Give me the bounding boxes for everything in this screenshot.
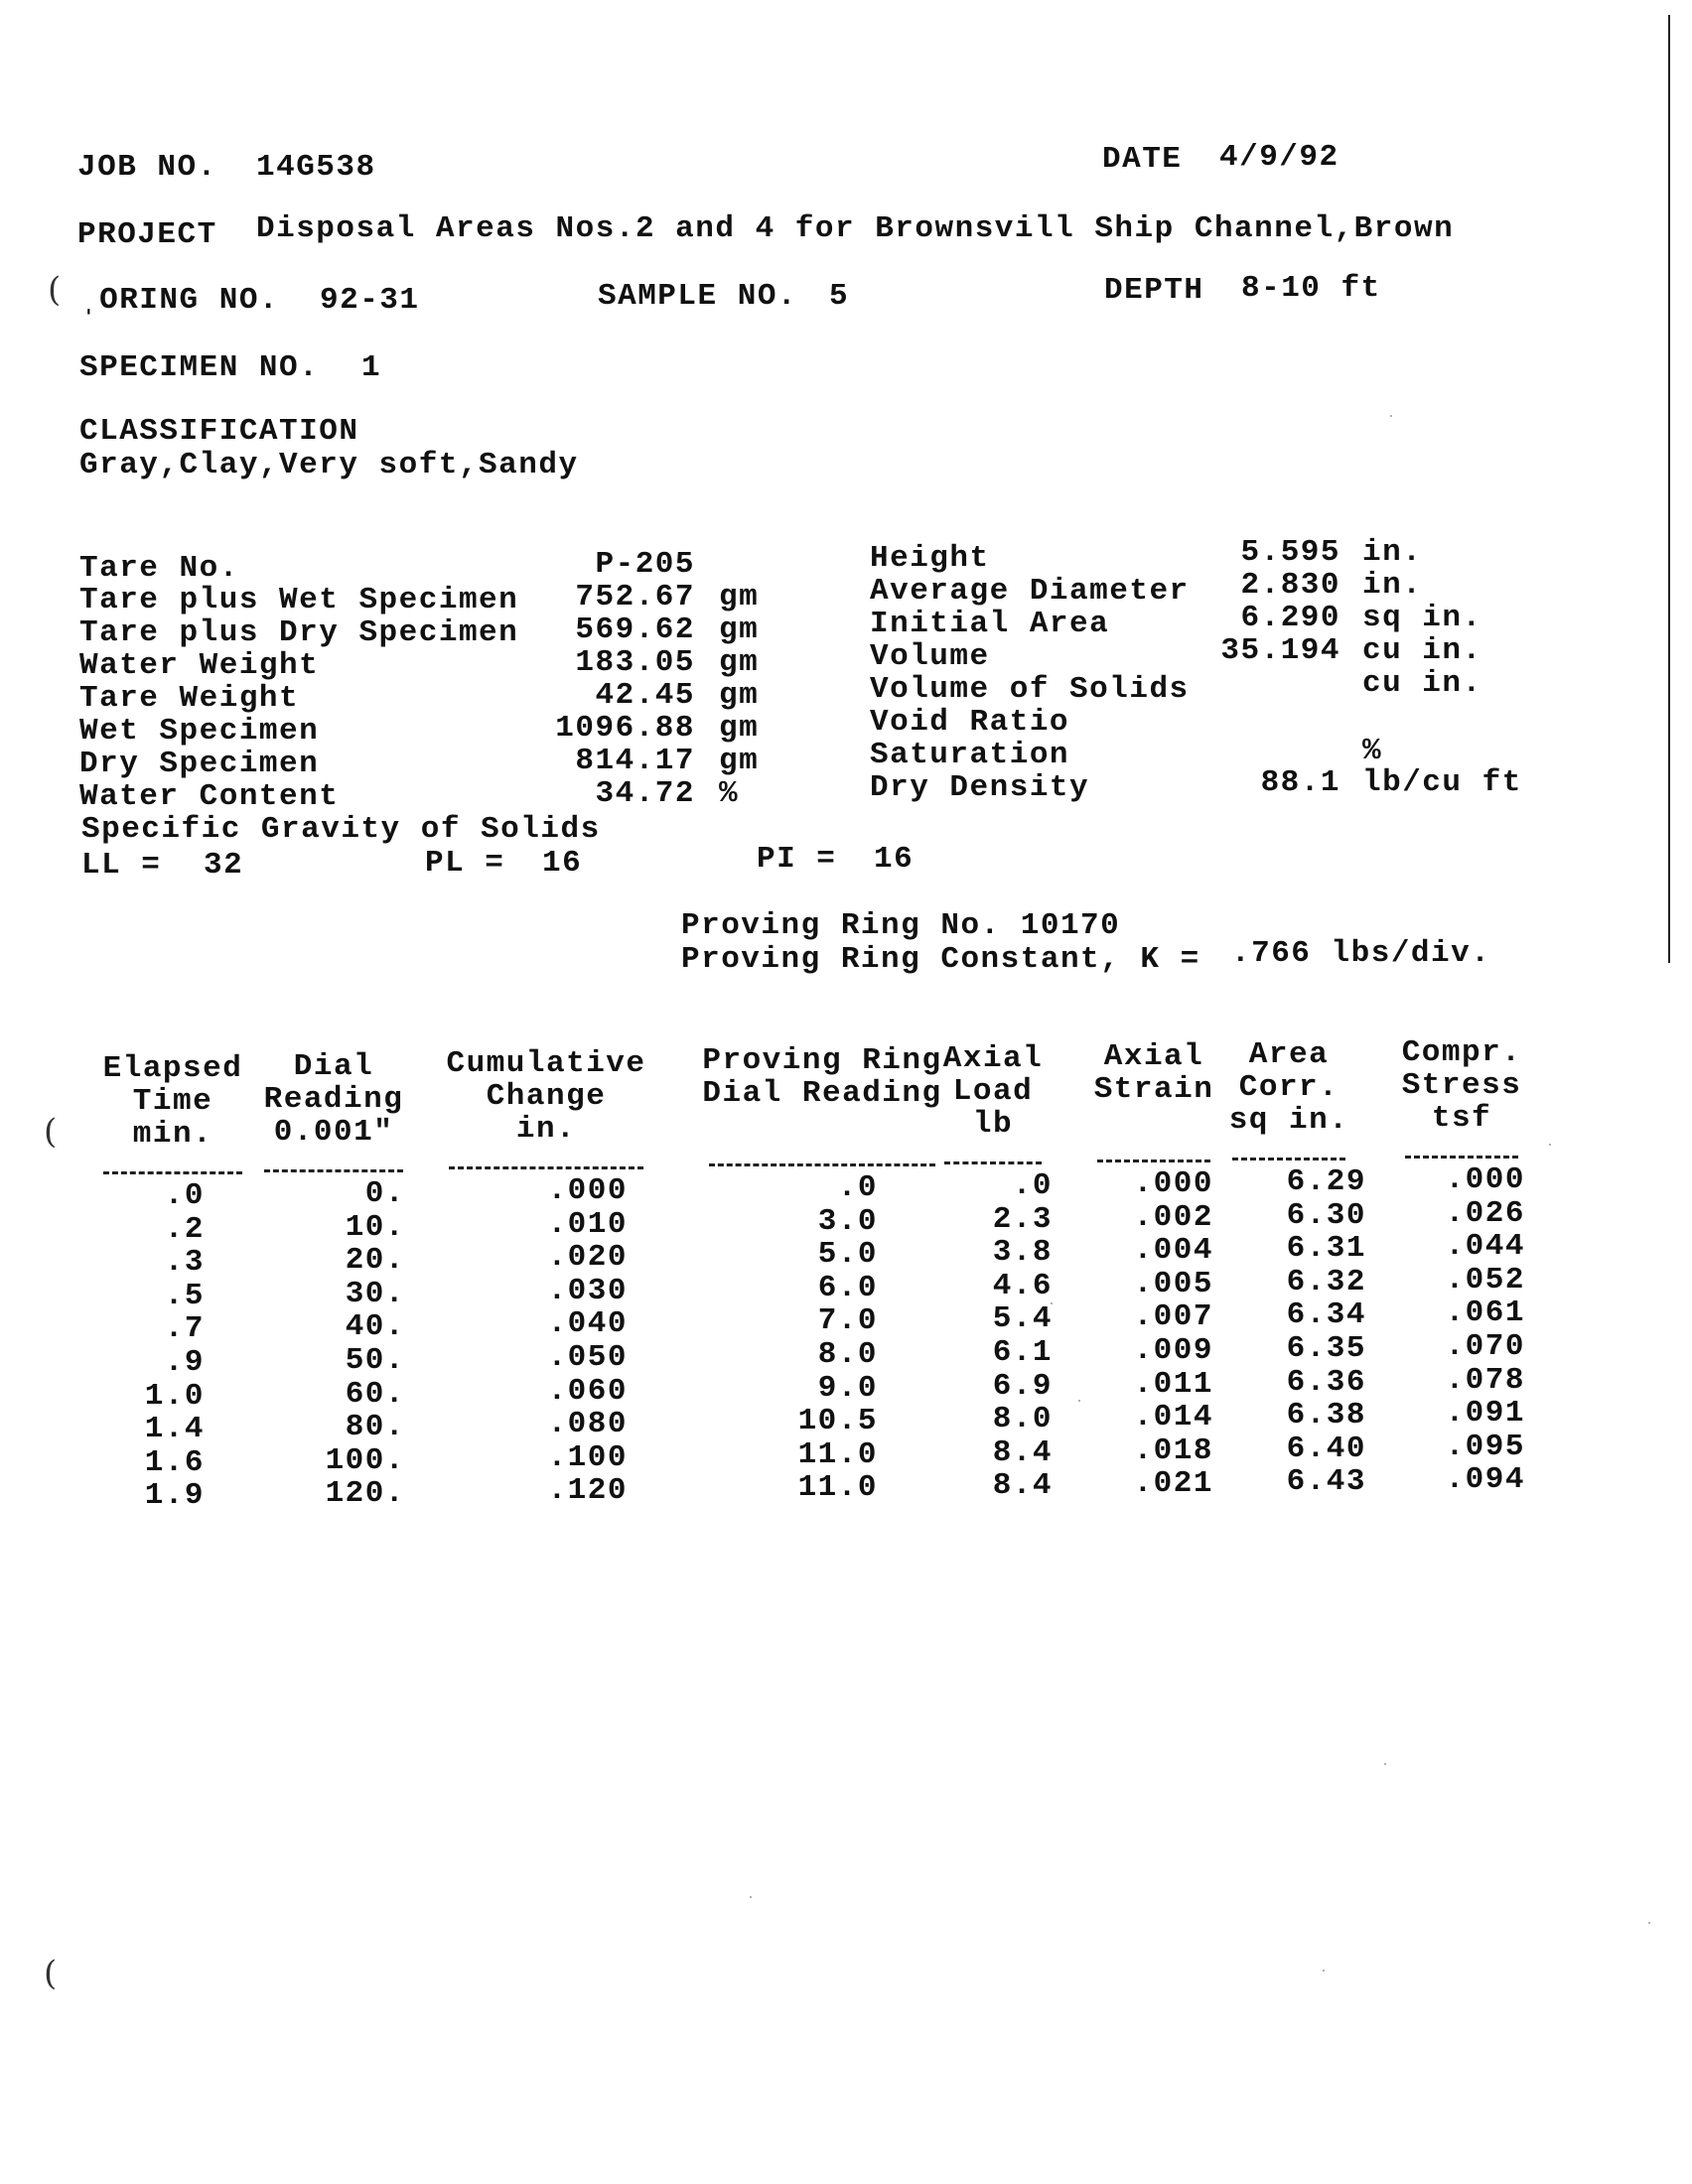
- table-cell: .000: [547, 1173, 628, 1208]
- prop-value: 42.45: [595, 678, 695, 713]
- scan-speck: [1648, 1922, 1650, 1924]
- table-cell: .3: [164, 1245, 205, 1280]
- prop-label: Tare plus Wet Specimen: [79, 583, 519, 617]
- table-cell: 1.6: [144, 1445, 205, 1480]
- date-value: 4/9/92: [1219, 140, 1340, 175]
- prop-label: Tare No.: [79, 551, 239, 586]
- table-cell: .7: [164, 1311, 205, 1346]
- column-header: Proving Ring: [702, 1043, 942, 1078]
- table-cell: .009: [1133, 1333, 1213, 1368]
- table-cell: .004: [1133, 1233, 1213, 1268]
- classification-value: Gray,Clay,Very soft,Sandy: [79, 448, 579, 482]
- table-cell: 8.0: [992, 1402, 1053, 1436]
- table-cell: .021: [1133, 1466, 1213, 1501]
- table-cell: .050: [547, 1340, 628, 1375]
- table-cell: 2.3: [992, 1202, 1053, 1237]
- prop-label: Void Ratio: [870, 705, 1070, 740]
- sample-value: 5: [829, 279, 850, 314]
- prop-label: Dry Density: [870, 770, 1090, 805]
- column-header: Compr.: [1401, 1035, 1522, 1070]
- table-cell: 40.: [345, 1309, 405, 1344]
- prop-value: 5.595: [1240, 535, 1340, 570]
- column-rule: [449, 1166, 643, 1169]
- table-cell: .010: [547, 1207, 628, 1242]
- column-header: 0.001": [273, 1115, 394, 1150]
- project-value: Disposal Areas Nos.2 and 4 for Brownsvill Ship Channel,Brown: [256, 211, 1455, 246]
- table-cell: 6.36: [1286, 1365, 1366, 1400]
- prop-unit: gm: [719, 645, 760, 680]
- column-header: sq in.: [1228, 1103, 1349, 1138]
- table-cell: .094: [1445, 1462, 1525, 1497]
- table-cell: .000: [1445, 1162, 1525, 1197]
- table-cell: 6.32: [1286, 1265, 1366, 1299]
- boring-label: ˌORING NO.: [79, 283, 280, 318]
- table-cell: 6.29: [1286, 1164, 1366, 1199]
- table-cell: 11.0: [797, 1437, 878, 1472]
- column-header: Area: [1248, 1037, 1330, 1072]
- prop-value: 183.05: [575, 645, 695, 680]
- prop-label: Volume of Solids: [870, 672, 1190, 707]
- table-cell: 7.0: [817, 1303, 878, 1338]
- column-header: Dial: [293, 1049, 374, 1084]
- table-cell: .091: [1445, 1396, 1525, 1431]
- margin-mark: (: [44, 1112, 58, 1152]
- scan-speck: [1384, 1763, 1386, 1765]
- column-rule: [709, 1163, 935, 1166]
- column-header: Axial: [942, 1041, 1044, 1076]
- proving-ring-constant-value: .766 lbs/div.: [1231, 936, 1491, 971]
- table-cell: .2: [164, 1212, 205, 1247]
- column-header: Strain: [1093, 1072, 1214, 1107]
- table-cell: .5: [164, 1279, 205, 1313]
- table-cell: 6.0: [817, 1271, 878, 1305]
- prop-value: 2.830: [1240, 568, 1340, 603]
- column-header: Axial: [1103, 1039, 1204, 1074]
- table-cell: 5.4: [992, 1301, 1053, 1336]
- table-cell: .002: [1133, 1200, 1213, 1235]
- table-cell: 80.: [345, 1410, 405, 1444]
- column-rule: [1405, 1156, 1518, 1159]
- column-header: Elapsed: [102, 1051, 243, 1086]
- table-cell: .095: [1445, 1430, 1525, 1464]
- prop-unit: gm: [719, 580, 760, 614]
- table-cell: 8.4: [992, 1468, 1053, 1503]
- table-cell: 1.4: [144, 1412, 205, 1446]
- prop-unit: in.: [1362, 568, 1423, 603]
- table-cell: 4.6: [992, 1269, 1053, 1303]
- column-header: Dial Reading: [702, 1076, 942, 1111]
- prop-label: Specific Gravity of Solids: [81, 812, 601, 847]
- table-cell: 9.0: [817, 1371, 878, 1406]
- prop-label: Initial Area: [870, 607, 1110, 641]
- classification-label: CLASSIFICATION: [79, 414, 359, 449]
- proving-ring-number: Proving Ring No. 10170: [681, 908, 1121, 943]
- table-cell: 6.30: [1286, 1198, 1366, 1233]
- prop-unit: cu in.: [1362, 633, 1482, 668]
- table-cell: 8.4: [992, 1435, 1053, 1470]
- column-rule: [944, 1161, 1042, 1164]
- specimen-label: SPECIMEN NO.: [79, 350, 320, 385]
- table-cell: 0.: [364, 1176, 405, 1211]
- column-header: lb: [972, 1107, 1014, 1142]
- prop-value: P-205: [595, 547, 695, 582]
- column-header: Change: [486, 1079, 607, 1114]
- column-rule: [1097, 1160, 1210, 1162]
- scan-speck: [1390, 415, 1392, 417]
- table-cell: .020: [547, 1240, 628, 1275]
- margin-mark: (: [44, 1954, 58, 1993]
- table-cell: 11.0: [797, 1470, 878, 1505]
- table-cell: 30.: [345, 1277, 405, 1311]
- prop-unit: gm: [719, 744, 760, 778]
- table-cell: 6.9: [992, 1369, 1053, 1404]
- column-rule: [1232, 1158, 1345, 1160]
- project-label: PROJECT: [77, 217, 217, 252]
- prop-value: 569.62: [575, 613, 695, 647]
- column-rule: [103, 1171, 242, 1174]
- table-cell: .018: [1133, 1433, 1213, 1468]
- proving-ring-constant-label: Proving Ring Constant, K =: [681, 942, 1200, 977]
- prop-label: Tare Weight: [79, 681, 300, 716]
- table-cell: .052: [1445, 1263, 1525, 1297]
- scan-edge-line: [1668, 15, 1670, 963]
- scan-speck: [1078, 1400, 1080, 1402]
- table-cell: 120.: [325, 1476, 405, 1511]
- depth-value: 8-10 ft: [1241, 271, 1381, 306]
- column-header: tsf: [1431, 1101, 1492, 1136]
- prop-unit: sq in.: [1362, 601, 1482, 635]
- table-cell: .070: [1445, 1329, 1525, 1364]
- prop-label: Wet Specimen: [79, 714, 320, 749]
- table-cell: 6.31: [1286, 1231, 1366, 1266]
- column-header: Cumulative: [446, 1046, 646, 1081]
- table-cell: .060: [547, 1374, 628, 1409]
- table-cell: 6.40: [1286, 1432, 1366, 1466]
- table-cell: 50.: [345, 1343, 405, 1378]
- table-cell: .000: [1133, 1166, 1213, 1201]
- date-label: DATE: [1102, 142, 1183, 177]
- prop-unit: gm: [719, 613, 760, 647]
- table-cell: .9: [164, 1345, 205, 1380]
- table-cell: .014: [1133, 1400, 1213, 1434]
- table-cell: .0: [164, 1178, 205, 1213]
- pi-value: 16: [874, 842, 915, 877]
- column-header: in.: [515, 1112, 577, 1147]
- sample-label: SAMPLE NO.: [598, 279, 798, 314]
- prop-label: Water Content: [79, 779, 340, 814]
- table-cell: 3.0: [817, 1204, 878, 1239]
- prop-label: Height: [870, 541, 990, 576]
- column-rule: [264, 1169, 403, 1172]
- margin-mark: (: [48, 270, 62, 310]
- table-cell: 1.0: [144, 1379, 205, 1414]
- table-cell: 6.1: [992, 1335, 1053, 1370]
- column-header: Time: [132, 1084, 213, 1119]
- table-cell: .0: [837, 1170, 878, 1205]
- prop-label: Water Weight: [79, 648, 320, 683]
- column-header: Corr.: [1238, 1070, 1340, 1105]
- table-cell: 20.: [345, 1243, 405, 1278]
- table-cell: .011: [1133, 1367, 1213, 1402]
- prop-value: 35.194: [1220, 633, 1340, 668]
- job-label: JOB NO.: [77, 150, 217, 185]
- pl-value: 16: [542, 846, 583, 881]
- ll-label: LL =: [81, 848, 162, 883]
- prop-unit: lb/cu ft: [1362, 765, 1522, 800]
- pi-label: PI =: [757, 842, 837, 877]
- prop-label: Volume: [870, 639, 990, 674]
- specimen-value: 1: [361, 350, 382, 385]
- table-cell: 1.9: [144, 1478, 205, 1513]
- table-cell: 8.0: [817, 1337, 878, 1372]
- prop-label: Saturation: [870, 738, 1070, 772]
- prop-value: 752.67: [575, 580, 695, 614]
- prop-unit: %: [719, 776, 740, 811]
- prop-value: 1096.88: [555, 711, 695, 746]
- table-cell: .007: [1133, 1299, 1213, 1334]
- table-cell: .005: [1133, 1267, 1213, 1301]
- table-cell: .078: [1445, 1363, 1525, 1398]
- prop-value: 88.1: [1260, 765, 1340, 800]
- prop-unit: %: [1362, 734, 1383, 768]
- table-cell: 6.34: [1286, 1297, 1366, 1332]
- table-cell: 100.: [325, 1443, 405, 1478]
- column-header: Stress: [1401, 1068, 1522, 1103]
- table-cell: .120: [547, 1473, 628, 1508]
- table-cell: 10.: [345, 1210, 405, 1245]
- table-cell: .030: [547, 1274, 628, 1308]
- table-cell: .040: [547, 1306, 628, 1341]
- depth-label: DEPTH: [1104, 273, 1204, 308]
- table-cell: 6.38: [1286, 1398, 1366, 1433]
- table-cell: .0: [1012, 1168, 1053, 1203]
- table-cell: 3.8: [992, 1235, 1053, 1270]
- table-cell: 60.: [345, 1377, 405, 1412]
- column-header: Load: [952, 1074, 1034, 1109]
- table-cell: 5.0: [817, 1237, 878, 1272]
- table-cell: .044: [1445, 1229, 1525, 1264]
- prop-value: 6.290: [1240, 601, 1340, 635]
- table-cell: .026: [1445, 1196, 1525, 1231]
- table-cell: 10.5: [797, 1404, 878, 1438]
- ll-value: 32: [204, 848, 244, 883]
- prop-label: Tare plus Dry Specimen: [79, 615, 519, 650]
- prop-unit: gm: [719, 711, 760, 746]
- prop-unit: cu in.: [1362, 666, 1482, 701]
- table-cell: .100: [547, 1440, 628, 1475]
- boring-value: 92-31: [320, 283, 420, 318]
- scan-speck: [750, 1896, 752, 1898]
- column-header: min.: [132, 1117, 213, 1152]
- prop-label: Average Diameter: [870, 574, 1190, 609]
- table-cell: 6.35: [1286, 1331, 1366, 1366]
- scan-speck: [1549, 1144, 1551, 1146]
- prop-unit: gm: [719, 678, 760, 713]
- prop-label: Dry Specimen: [79, 747, 320, 781]
- table-cell: .061: [1445, 1296, 1525, 1330]
- pl-label: PL =: [425, 846, 505, 881]
- table-cell: .080: [547, 1407, 628, 1441]
- scan-speck: [1323, 1970, 1325, 1972]
- job-value: 14G538: [256, 150, 376, 185]
- column-header: Reading: [263, 1082, 404, 1117]
- prop-value: 814.17: [575, 744, 695, 778]
- prop-unit: in.: [1362, 535, 1423, 570]
- prop-value: 34.72: [595, 776, 695, 811]
- table-cell: 6.43: [1286, 1464, 1366, 1499]
